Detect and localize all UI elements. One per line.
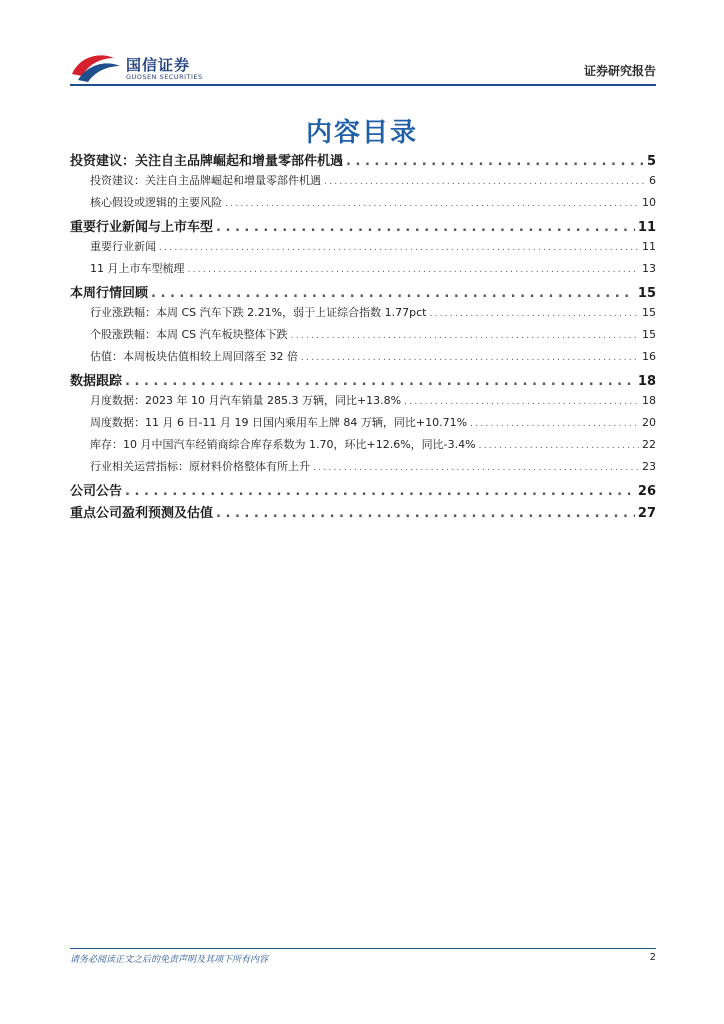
toc-page-number: 13 [642,262,656,275]
toc-section-label: 数据跟踪 [70,374,123,389]
toc-subsection[interactable] [70,392,656,414]
page-header [70,50,656,84]
dot-leader [291,331,639,341]
dot-leader [324,177,646,187]
toc-page-number: 15 [642,306,656,319]
dot-leader [479,441,639,451]
toc-subsection-label: 月度数据：2023 年 10 月汽车销量 285.3 万辆，同比+13.8% [90,394,402,407]
toc-section-label: 投资建议：关注自主品牌崛起和增量零部件机遇 [70,154,344,169]
toc-page-number: 23 [642,460,656,473]
dot-leader [429,309,639,319]
toc-page-number: 20 [642,416,656,429]
toc-section[interactable] [70,370,656,392]
toc-subsection-label: 个股涨跌幅：本周 CS 汽车板块整体下跌 [90,328,288,341]
toc-subsection[interactable] [70,194,656,216]
toc-section-label: 重要行业新闻与上市车型 [70,220,214,235]
toc-subsection[interactable] [70,414,656,436]
toc-page-number: 15 [642,328,656,341]
toc-subsection[interactable] [70,458,656,480]
table-of-contents [70,150,656,524]
dot-leader [159,243,639,253]
footer-divider [70,948,656,949]
toc-page-number: 27 [637,506,656,521]
toc-page-number: 18 [637,374,656,389]
toc-title: 内容目录 [305,118,418,148]
toc-subsection[interactable] [70,436,656,458]
report-type-label: 证券研究报告 [583,64,656,78]
toc-section[interactable] [70,480,656,502]
toc-page-number: 10 [642,196,656,209]
toc-page-number: 16 [642,350,656,363]
toc-subsection-label: 估值：本周板块估值相较上周回落至 32 倍 [90,350,298,363]
toc-section-label: 本周行情回顾 [70,286,149,301]
toc-page-number: 22 [642,438,656,451]
toc-page-number: 15 [637,286,656,301]
toc-subsection-label: 行业涨跌幅：本周 CS 汽车下跌 2.21%，弱于上证综合指数 1.77pct [90,306,427,319]
toc-section-label: 公司公告 [70,484,123,499]
dot-leader [470,419,639,429]
toc-subsection[interactable] [70,326,656,348]
toc-section-label: 重点公司盈利预测及估值 [70,506,214,521]
toc-page-number: 18 [642,394,656,407]
toc-subsection-label: 行业相关运营指标：原材料价格整体有所上升 [90,460,310,473]
dot-leader [151,286,635,301]
dot-leader [313,463,639,473]
page-number: 2 [649,952,656,963]
logo-english-name: GUOSEN SECURITIES [126,73,203,81]
guosen-logo-icon [70,52,122,82]
toc-subsection-label: 核心假设或逻辑的主要风险 [90,196,222,209]
toc-subsection-label: 重要行业新闻 [90,240,156,253]
dot-leader [125,374,635,389]
toc-subsection-label: 投资建议：关注自主品牌崛起和增量零部件机遇 [90,174,321,187]
toc-subsection[interactable] [70,260,656,282]
dot-leader [301,353,639,363]
toc-subsection[interactable] [70,304,656,326]
toc-page-number: 11 [637,220,656,235]
toc-section[interactable] [70,282,656,304]
toc-page-number: 11 [642,240,656,253]
toc-page-number: 26 [637,484,656,499]
dot-leader [216,506,635,521]
dot-leader [346,154,644,169]
dot-leader [225,199,639,209]
dot-leader [188,265,640,275]
company-logo [70,50,210,84]
toc-section[interactable] [70,502,656,524]
toc-subsection-label: 库存：10 月中国汽车经销商综合库存系数为 1.70，环比+12.6%，同比-3.4% [90,438,476,451]
toc-page-number: 6 [649,174,656,187]
toc-section[interactable] [70,216,656,238]
toc-subsection-label: 11 月上市车型梳理 [90,262,185,275]
dot-leader [404,397,639,407]
dot-leader [125,484,635,499]
toc-subsection-label: 周度数据：11 月 6 日-11 月 19 日国内乘用车上牌 84 万辆，同比+10.71% [90,416,468,429]
toc-page-number: 5 [646,154,656,169]
toc-subsection[interactable] [70,238,656,260]
logo-chinese-name: 国信证券 [126,56,191,74]
toc-subsection[interactable] [70,348,656,370]
header-divider [70,84,656,86]
dot-leader [216,220,635,235]
toc-section[interactable] [70,150,656,172]
toc-subsection[interactable] [70,172,656,194]
footer-disclaimer: 请务必阅读正文之后的免责声明及其项下所有内容 [70,955,269,965]
